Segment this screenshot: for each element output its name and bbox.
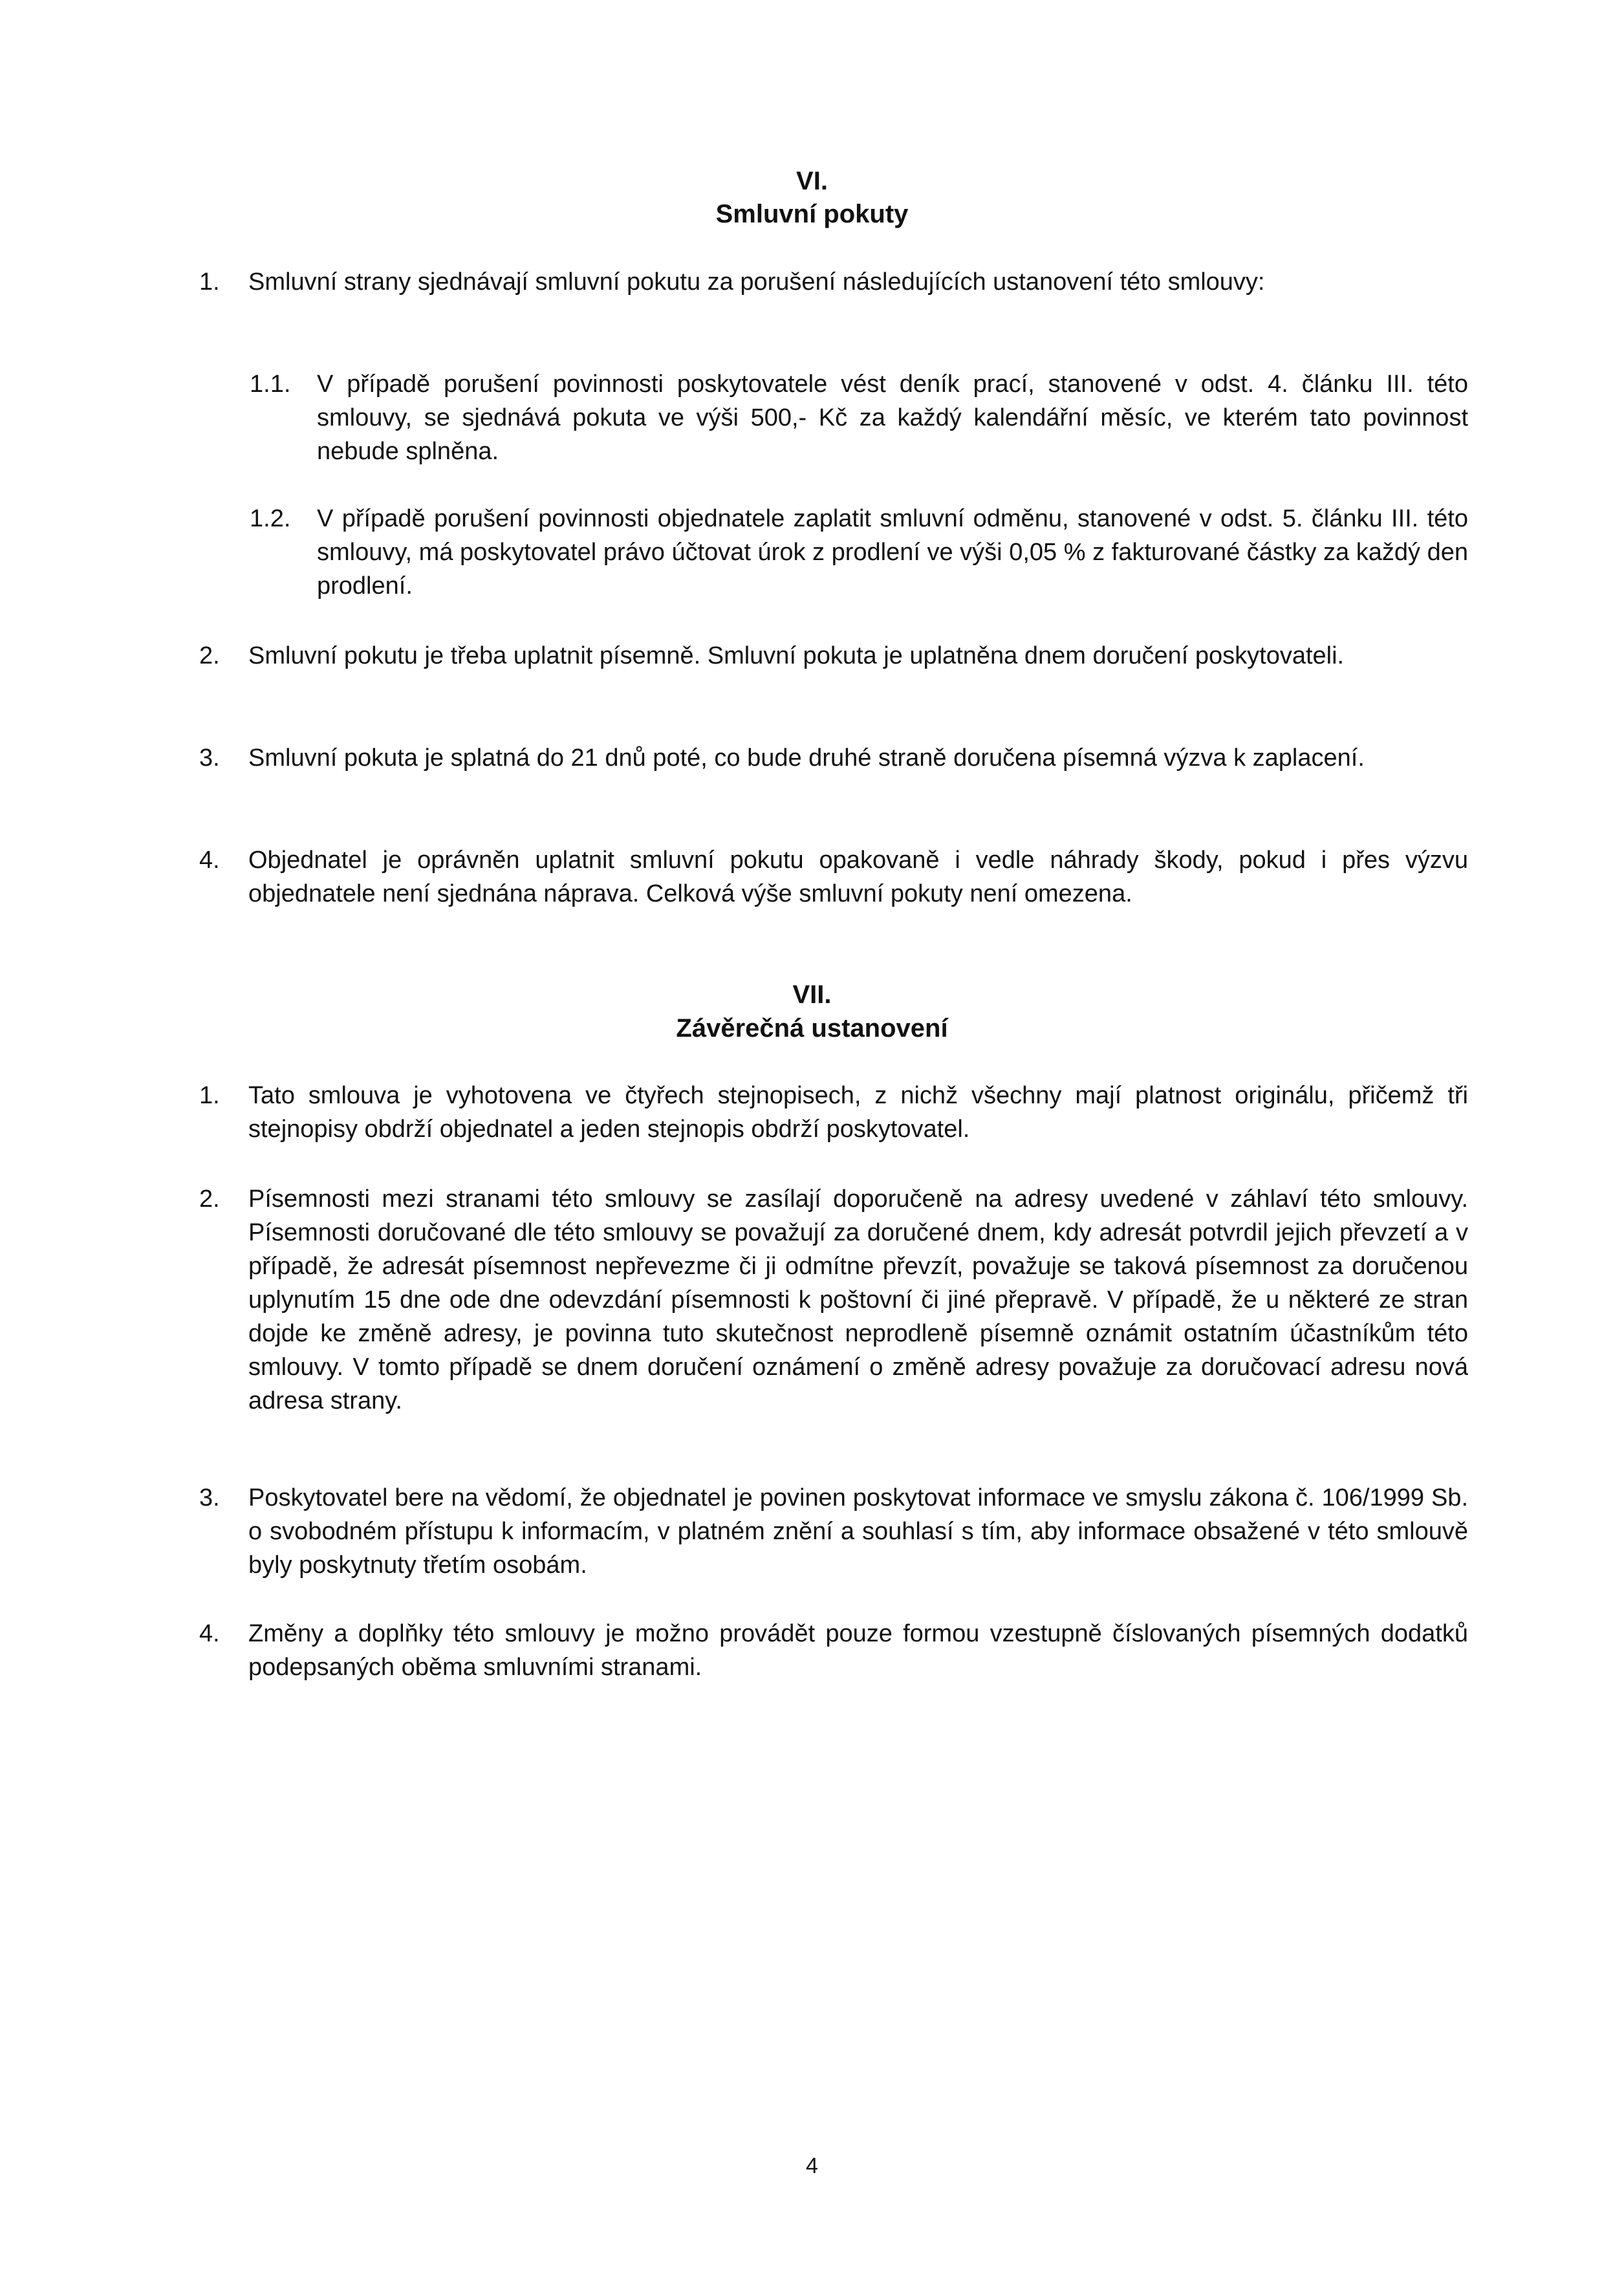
- item-text: V případě porušení povinnosti objednatele zaplatit smluvní odměnu, stanovené v odst. 5. článku III. této smlouvy, má poskytovatel právo účtovat úrok z prodlení ve výši 0,05 % z fakturované částky za každý den prodlení.: [317, 505, 1468, 600]
- section-6-title: Smluvní pokuty: [715, 200, 909, 228]
- section-6-item-1: [199, 265, 1468, 299]
- item-text: Smluvní pokuta je splatná do 21 dnů poté, co bude druhé straně doručena písemná výzva k zaplacení.: [248, 744, 1365, 772]
- item-text: Poskytovatel bere na vědomí, že objednatel je povinen poskytovat informace ve smyslu zákona č. 106/1999 Sb. o svobodném přístupu k informacím, v platném znění a souhlasí s tím, aby informace obsažené v této smlouvě byly poskytnuty třetím osobám.: [248, 1484, 1468, 1579]
- section-6-item-1-2: [250, 502, 1468, 603]
- item-number: 1.: [199, 268, 220, 296]
- section-6-number: VI.: [796, 167, 828, 195]
- item-text: Smluvní strany sjednávají smluvní pokutu za porušení následujících ustanovení této smlouvy:: [248, 268, 1265, 296]
- section-7-item-1: [199, 1079, 1468, 1146]
- section-6-item-1-1: [250, 367, 1468, 468]
- item-text: Objednatel je oprávněn uplatnit smluvní pokutu opakovaně i vedle náhrady škody, pokud i přes výzvu objednatele není sjednána náprava. Celková výše smluvní pokuty není omezena.: [248, 847, 1468, 907]
- item-number: 3.: [199, 744, 220, 772]
- item-text: Smluvní pokutu je třeba uplatnit písemně. Smluvní pokuta je uplatněna dnem doručení poskytovateli.: [248, 642, 1345, 669]
- item-number: 4.: [199, 1620, 220, 1647]
- section-7-item-3: [199, 1481, 1468, 1582]
- item-text: Písemnosti mezi stranami této smlouvy se zasílají doporučeně na adresy uvedené v záhlaví této smlouvy. Písemnosti doručované dle této smlouvy se považují za doručené dnem, kdy adresát potvrdil jejich převzetí a v případě, že adresát písemnost nepřevezme či ji odmítne převzít, považuje se taková písemnost za doručenou uplynutím 15 dne ode dne odevzdání písemnosti k poštovní či jiné přepravě. V případě, že u některé ze stran dojde ke změně adresy, je povinna tuto skutečnost neprodleně písemně oznámit ostatním účastníkům této smlouvy. V tomto případě se dnem doručení oznámení o změně adresy považuje za doručovací adresu nová adresa strany.: [248, 1185, 1468, 1414]
- item-text: Tato smlouva je vyhotovena ve čtyřech stejnopisech, z nichž všechny mají platnost originálu, přičemž tři stejnopisy obdrží objednatel a jeden stejnopis obdrží poskytovatel.: [248, 1082, 1468, 1143]
- page-number: 4: [806, 2154, 818, 2178]
- section-6-item-2: [199, 639, 1468, 673]
- item-text: V případě porušení povinnosti poskytovatele vést deník prací, stanovené v odst. 4. článku III. této smlouvy, se sjednává pokuta ve výši 500,- Kč za každý kalendářní měsíc, ve kterém tato povinnost nebude splněna.: [317, 371, 1468, 465]
- item-number: 4.: [199, 847, 220, 874]
- item-number: 3.: [199, 1484, 220, 1511]
- section-7-item-4: [199, 1617, 1468, 1684]
- item-number: 1.1.: [250, 371, 291, 398]
- item-text: Změny a doplňky této smlouvy je možno provádět pouze formou vzestupně číslovaných písemných dodatků podepsaných oběma smluvními stranami.: [248, 1620, 1468, 1681]
- section-6-item-3: [199, 741, 1468, 775]
- section-6-item-4: [199, 843, 1468, 911]
- item-number: 1.2.: [250, 505, 291, 532]
- item-number: 2.: [199, 1185, 220, 1213]
- section-7-title: Závěrečná ustanovení: [676, 1014, 948, 1043]
- section-7-number: VII.: [792, 980, 832, 1009]
- section-7-item-2: [199, 1182, 1468, 1418]
- item-number: 1.: [199, 1082, 220, 1109]
- item-number: 2.: [199, 642, 220, 669]
